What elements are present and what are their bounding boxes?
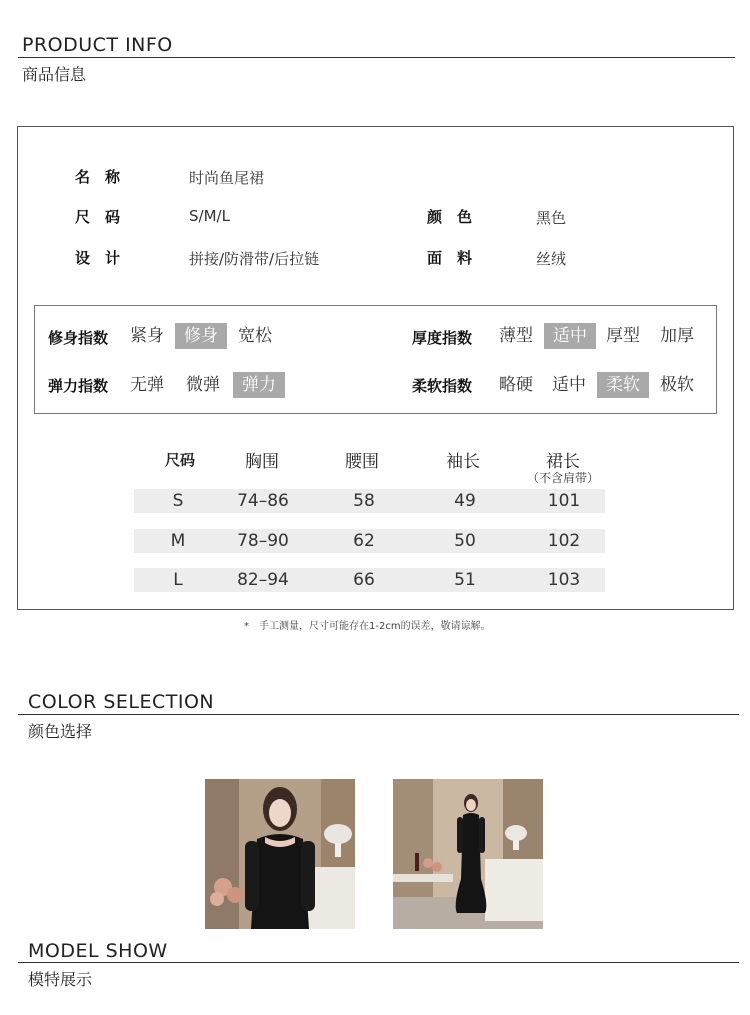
cell-skirt-length: 102 <box>547 531 581 551</box>
cell-skirt-length: 101 <box>547 491 581 511</box>
cell-sleeve: 49 <box>454 491 476 511</box>
thickness-option-thin: 薄型 <box>499 326 533 346</box>
softness-option-medium: 适中 <box>552 375 586 395</box>
cell-waist: 66 <box>353 570 375 590</box>
measurement-footnote: * 手工测量，尺寸可能存在1-2cm的误差，敬请谅解。 <box>244 621 491 632</box>
fit-option-loose: 宽松 <box>238 326 272 346</box>
fit-option-tight: 紧身 <box>130 326 164 346</box>
table-header-sleeve: 袖长 <box>446 452 480 472</box>
cell-sleeve: 51 <box>454 570 476 590</box>
size-value: S/M/L <box>189 207 230 225</box>
table-header-size: 尺码 <box>164 451 195 469</box>
elasticity-option-elastic: 弹力 <box>233 372 285 398</box>
color-label: 颜 色 <box>427 208 473 226</box>
product-info-title-en: PRODUCT INFO <box>22 34 173 56</box>
cell-chest: 74–86 <box>237 491 289 511</box>
elasticity-option-none: 无弹 <box>130 375 164 395</box>
fit-option-slim: 修身 <box>175 323 227 349</box>
cell-skirt-length: 103 <box>547 570 581 590</box>
table-header-chest: 胸围 <box>245 452 279 472</box>
thickness-index-label: 厚度指数 <box>412 329 473 347</box>
softness-option-soft: 柔软 <box>597 372 649 398</box>
thickness-option-extra-thick: 加厚 <box>660 326 694 346</box>
table-header-waist: 腰围 <box>345 452 379 472</box>
skirt-length-note: （不含肩带） <box>526 471 599 485</box>
cell-chest: 82–94 <box>237 570 289 590</box>
design-label: 设 计 <box>75 249 121 267</box>
elasticity-option-slight: 微弹 <box>186 375 220 395</box>
color-value: 黑色 <box>536 209 567 227</box>
cell-waist: 62 <box>353 531 375 551</box>
softness-index-label: 柔软指数 <box>412 377 473 395</box>
model-show-title-zh: 模特展示 <box>28 970 93 989</box>
size-label: 尺 码 <box>75 208 121 226</box>
model-show-divider <box>18 962 739 963</box>
cell-size: S <box>172 491 184 511</box>
softness-option-slightly-hard: 略硬 <box>499 375 533 395</box>
thickness-option-thick: 厚型 <box>606 326 640 346</box>
product-info-divider <box>18 57 735 58</box>
product-info-title-zh: 商品信息 <box>22 65 87 84</box>
cell-waist: 58 <box>353 491 375 511</box>
fit-index-label: 修身指数 <box>48 329 109 347</box>
elasticity-index-label: 弹力指数 <box>48 377 109 395</box>
fabric-value: 丝绒 <box>536 250 567 268</box>
name-label: 名 称 <box>75 168 121 186</box>
color-selection-title-zh: 颜色选择 <box>28 722 93 741</box>
model-photo-full[interactable] <box>393 779 543 929</box>
cell-chest: 78–90 <box>237 531 289 551</box>
cell-size: M <box>170 531 186 551</box>
model-show-title-en: MODEL SHOW <box>28 940 168 962</box>
design-value: 拼接/防滑带/后拉链 <box>189 250 320 268</box>
cell-sleeve: 50 <box>454 531 476 551</box>
model-photo-closeup[interactable] <box>205 779 355 929</box>
thickness-option-medium: 适中 <box>544 323 596 349</box>
color-selection-title-en: COLOR SELECTION <box>28 691 215 713</box>
fabric-label: 面 料 <box>427 249 473 267</box>
name-value: 时尚鱼尾裙 <box>189 169 265 187</box>
color-selection-divider <box>18 714 739 715</box>
cell-size: L <box>173 570 183 590</box>
table-header-skirt-length: 裙长 <box>546 452 580 472</box>
softness-option-very-soft: 极软 <box>660 375 694 395</box>
